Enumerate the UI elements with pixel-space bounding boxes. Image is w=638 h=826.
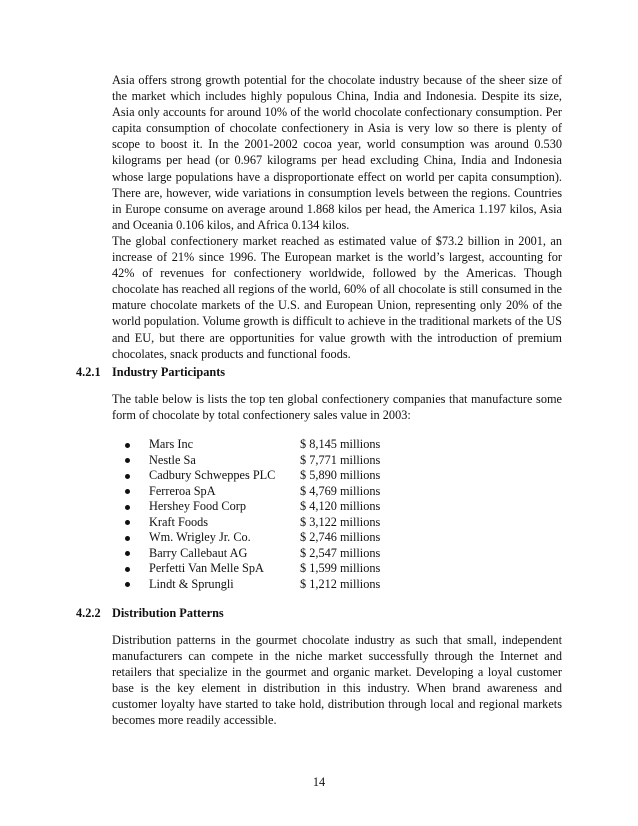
list-item bbox=[125, 515, 425, 531]
list-item bbox=[125, 546, 425, 562]
company-name: Barry Callebaut AG bbox=[149, 545, 248, 560]
paragraph-distribution: Distribution patterns in the gourmet chocolate industry as such that small, independent manufacturers can compete in the niche market successfully through the Internet and retailers that specialize in the gourmet and organic market. Developing a loyal customer base is the key element in distribution in this industry. When brand awareness and customer loyalty have started to take hold, distribution through local and regional markets becomes more readily accessible. bbox=[112, 633, 562, 728]
list-item bbox=[125, 530, 425, 546]
company-sales: $ 2,746 millions bbox=[300, 530, 381, 544]
company-name: Kraft Foods bbox=[149, 514, 209, 529]
company-sales: $ 1,212 millions bbox=[300, 576, 381, 591]
company-name: Hershey Food Corp bbox=[149, 499, 247, 513]
bullet-icon bbox=[125, 567, 130, 572]
company-sales: $ 3,122 millions bbox=[300, 514, 381, 529]
company-name: Ferreroa SpA bbox=[149, 483, 216, 498]
section-title: Distribution Patterns bbox=[112, 606, 224, 620]
company-sales: $ 7,771 millions bbox=[300, 452, 381, 467]
bullet-icon bbox=[125, 458, 130, 463]
company-sales: $ 2,547 millions bbox=[300, 545, 381, 560]
list-item bbox=[125, 577, 425, 593]
bullet-icon bbox=[125, 536, 130, 541]
company-name: Perfetti Van Melle SpA bbox=[149, 561, 264, 575]
bullet-icon bbox=[125, 505, 130, 510]
section-number: 4.2.2 bbox=[76, 606, 101, 620]
company-name: Mars Inc bbox=[149, 437, 194, 451]
list-item bbox=[125, 437, 425, 453]
bullet-icon bbox=[125, 489, 130, 494]
list-item bbox=[125, 453, 425, 469]
company-name: Lindt & Sprungli bbox=[149, 576, 234, 591]
section-number: 4.2.1 bbox=[76, 365, 101, 379]
bullet-icon bbox=[125, 443, 130, 448]
section-title: Industry Participants bbox=[112, 365, 226, 379]
list-item bbox=[125, 468, 425, 484]
company-name: Cadbury Schweppes PLC bbox=[149, 468, 276, 482]
list-item bbox=[125, 499, 425, 515]
paragraph-global-market: The global confectionery market reached as estimated value of $73.2 billion in 2001, an increase of 21% since 1996. The European market is the world’s largest, accounting for 42% of revenues for confectionery worldwide, followed by the Americas. Though chocolate has reached all regions of the world, 60% of all chocolate is still consumed in the mature chocolate markets of the U.S. and European Union, representing only 20% of the world population. Volume growth is difficult to achieve in the traditional markets of the US and EU, but there are opportunities for value growth with the introduction of premium chocolates, snack products and functional foods. bbox=[112, 234, 562, 361]
bullet-icon bbox=[125, 551, 130, 556]
list-item bbox=[125, 561, 425, 577]
list-item bbox=[125, 484, 425, 500]
section-heading-distribution-patterns bbox=[76, 605, 224, 621]
company-sales: $ 5,890 millions bbox=[300, 468, 381, 482]
company-name: Nestle Sa bbox=[149, 452, 196, 467]
bullet-icon bbox=[125, 520, 130, 525]
company-sales: $ 4,120 millions bbox=[300, 499, 381, 513]
company-name: Wm. Wrigley Jr. Co. bbox=[149, 530, 251, 544]
page-number: 14 bbox=[312, 775, 326, 789]
company-list bbox=[125, 437, 425, 592]
paragraph-asia-growth: Asia offers strong growth potential for the chocolate industry because of the sheer size of the market which includes highly populous China, India and Indonesia. Despite its size, Asia only accounts for around 10% of the world chocolate confectionary consumption. Per capita consumption of chocolate confectionery in Asia is very low so there is plenty of scope to boost it. In the 2001-2002 cocoa year, world consumption was around 0.530 kilograms per head (or 0.967 kilograms per head excluding China, India and Indonesia whose large populations have a disproportionate effect on world per capita consumption). There are, however, wide variations in consumption levels between the regions. Countries in Europe consume on average around 1.868 kilos per head, the America 1.197 kilos, Asia and Oceania 0.106 kilos, and Africa 0.134 kilos. bbox=[112, 73, 562, 232]
company-sales: $ 1,599 millions bbox=[300, 561, 381, 575]
company-sales: $ 8,145 millions bbox=[300, 437, 381, 451]
paragraph-table-intro: The table below is lists the top ten global confectionery companies that manufacture some form of chocolate by total confectionery sales value in 2003: bbox=[112, 392, 562, 423]
company-sales: $ 4,769 millions bbox=[300, 483, 381, 498]
bullet-icon bbox=[125, 474, 130, 479]
bullet-icon bbox=[125, 582, 130, 587]
section-heading-industry-participants bbox=[76, 364, 225, 380]
